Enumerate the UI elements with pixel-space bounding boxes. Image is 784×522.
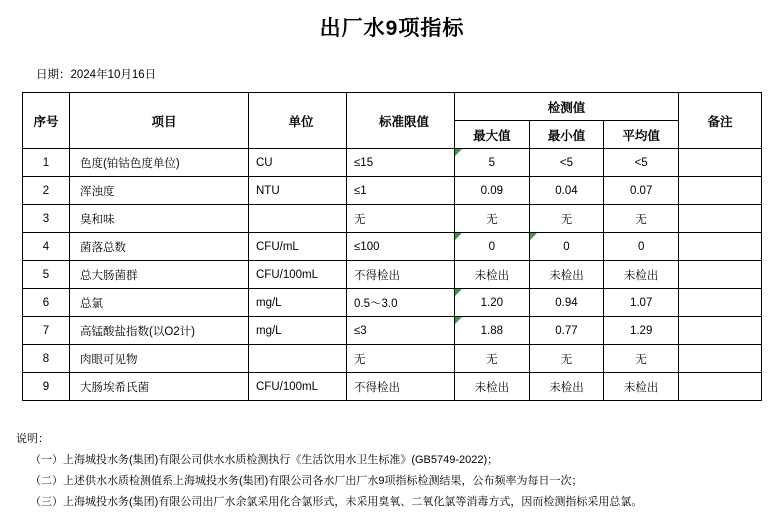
cell-note [679, 373, 762, 401]
document-page [0, 12, 784, 522]
cell-unit [249, 345, 347, 373]
table-row [23, 177, 762, 205]
cell-item: 高锰酸盐指数(以O2计) [70, 317, 249, 345]
cell-seq: 9 [23, 373, 70, 401]
cell-avg: 无 [604, 345, 679, 373]
cell-max: 1.88 [455, 317, 530, 345]
header-seq: 序号 [23, 93, 70, 149]
notes-section [16, 429, 784, 513]
report-date: 日期：2024年10月16日 [36, 69, 157, 81]
cell-avg: 1.07 [604, 289, 679, 317]
table-row [23, 261, 762, 289]
header-item: 项目 [70, 93, 249, 149]
cell-avg: 1.29 [604, 317, 679, 345]
cell-unit: mg/L [249, 289, 347, 317]
cell-min: 未检出 [529, 261, 604, 289]
note-line-2: （二）上述供水水质检测值系上海城投水务(集团)有限公司各水厂出厂水9项指标检测结果，公布频率为每日一次； [30, 474, 583, 487]
cell-max: 1.20 [455, 289, 530, 317]
header-note: 备注 [679, 93, 762, 149]
cell-item: 臭和味 [70, 205, 249, 233]
header-detected: 检测值 [455, 93, 679, 121]
cell-item: 色度(铂钴色度单位) [70, 149, 249, 177]
cell-max: 未检出 [455, 373, 530, 401]
indicator-table [22, 92, 762, 401]
cell-avg: <5 [604, 149, 679, 177]
cell-unit: CU [249, 149, 347, 177]
cell-seq: 2 [23, 177, 70, 205]
cell-min: 无 [529, 345, 604, 373]
cell-note [679, 345, 762, 373]
cell-seq: 7 [23, 317, 70, 345]
cell-min: 无 [529, 205, 604, 233]
page-title: 出厂水9项指标 [319, 17, 465, 40]
cell-max: 未检出 [455, 261, 530, 289]
cell-note [679, 149, 762, 177]
cell-max: 无 [455, 205, 530, 233]
cell-min: 0.94 [529, 289, 604, 317]
table-row [23, 345, 762, 373]
cell-limit: ≤1 [347, 177, 455, 205]
note-line-3: （三）上海城投水务(集团)有限公司出厂水余氯采用化合氯形式，未采用臭氧、二氧化氯等消毒方式，因而检测指标采用总氯。 [30, 495, 643, 508]
cell-note [679, 177, 762, 205]
cell-seq: 4 [23, 233, 70, 261]
cell-avg: 无 [604, 205, 679, 233]
cell-unit: CFU/100mL [249, 261, 347, 289]
cell-note [679, 317, 762, 345]
cell-avg: 未检出 [604, 373, 679, 401]
table-row [23, 373, 762, 401]
cell-item: 总氯 [70, 289, 249, 317]
header-limit: 标准限值 [347, 93, 455, 149]
header-unit: 单位 [249, 93, 347, 149]
cell-seq: 1 [23, 149, 70, 177]
cell-min: 未检出 [529, 373, 604, 401]
cell-limit: ≤100 [347, 233, 455, 261]
cell-unit: NTU [249, 177, 347, 205]
header-min: 最小值 [529, 121, 604, 149]
table-body [23, 149, 762, 401]
cell-item: 菌落总数 [70, 233, 249, 261]
indicator-table-wrapper [22, 92, 762, 401]
header-max: 最大值 [455, 121, 530, 149]
cell-min: 0.77 [529, 317, 604, 345]
cell-unit [249, 205, 347, 233]
table-header [23, 93, 762, 149]
cell-unit: CFU/mL [249, 233, 347, 261]
cell-avg: 未检出 [604, 261, 679, 289]
cell-max: 0 [455, 233, 530, 261]
table-row [23, 149, 762, 177]
cell-seq: 5 [23, 261, 70, 289]
cell-limit: 不得检出 [347, 261, 455, 289]
cell-limit: ≤15 [347, 149, 455, 177]
cell-min: 0.04 [529, 177, 604, 205]
cell-limit: 0.5～3.0 [347, 289, 455, 317]
cell-seq: 3 [23, 205, 70, 233]
cell-item: 总大肠菌群 [70, 261, 249, 289]
note-line-1: （一）上海城投水务(集团)有限公司供水水质检测执行《生活饮用水卫生标准》(GB5749-2022)； [30, 453, 499, 466]
cell-note [679, 289, 762, 317]
cell-note [679, 233, 762, 261]
cell-unit: CFU/100mL [249, 373, 347, 401]
cell-limit: ≤3 [347, 317, 455, 345]
table-row [23, 289, 762, 317]
table-row [23, 317, 762, 345]
cell-limit: 无 [347, 205, 455, 233]
table-row [23, 233, 762, 261]
cell-max: 0.09 [455, 177, 530, 205]
cell-item: 肉眼可见物 [70, 345, 249, 373]
cell-avg: 0.07 [604, 177, 679, 205]
cell-item: 大肠埃希氏菌 [70, 373, 249, 401]
cell-item: 浑浊度 [70, 177, 249, 205]
cell-min: <5 [529, 149, 604, 177]
cell-unit: mg/L [249, 317, 347, 345]
cell-limit: 不得检出 [347, 373, 455, 401]
notes-heading: 说明： [16, 433, 49, 445]
table-row [23, 205, 762, 233]
cell-limit: 无 [347, 345, 455, 373]
cell-seq: 6 [23, 289, 70, 317]
header-avg: 平均值 [604, 121, 679, 149]
cell-max: 无 [455, 345, 530, 373]
cell-avg: 0 [604, 233, 679, 261]
cell-note [679, 261, 762, 289]
cell-seq: 8 [23, 345, 70, 373]
cell-min: 0 [529, 233, 604, 261]
cell-max: 5 [455, 149, 530, 177]
table-header-row-1 [23, 93, 762, 121]
cell-note [679, 205, 762, 233]
